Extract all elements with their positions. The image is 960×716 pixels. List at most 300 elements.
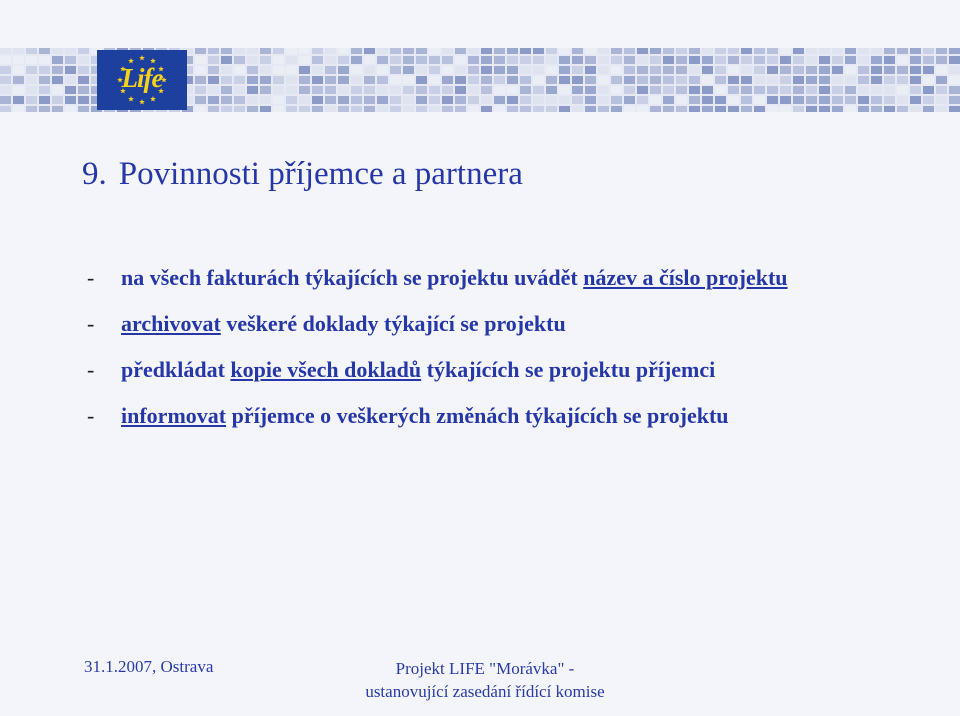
mosaic-tile [507, 106, 518, 112]
mosaic-tile [429, 48, 440, 54]
mosaic-tile [598, 48, 609, 54]
mosaic-tile [793, 66, 804, 74]
mosaic-tile [793, 106, 804, 112]
mosaic-tile [312, 66, 323, 74]
mosaic-tile [208, 66, 219, 74]
mosaic-tile [221, 96, 232, 104]
mosaic-tile [481, 106, 492, 112]
mosaic-tile [897, 106, 908, 112]
mosaic-tile [338, 76, 349, 84]
mosaic-tile [689, 56, 700, 64]
mosaic-tile [832, 48, 843, 54]
mosaic-tile [702, 106, 713, 112]
mosaic-tile [806, 86, 817, 94]
list-item [87, 308, 927, 340]
mosaic-tile [78, 96, 89, 104]
mosaic-tile [806, 96, 817, 104]
mosaic-tile [923, 106, 934, 112]
bullet-underlined-text: kopie všech dokladů [230, 357, 422, 382]
mosaic-tile [858, 96, 869, 104]
mosaic-tile [234, 106, 245, 112]
mosaic-tile [520, 86, 531, 94]
mosaic-tile [39, 96, 50, 104]
mosaic-tile [611, 96, 622, 104]
mosaic-tile [858, 86, 869, 94]
mosaic-tile [546, 56, 557, 64]
mosaic-tile [572, 86, 583, 94]
mosaic-tile [897, 56, 908, 64]
mosaic-tile [312, 96, 323, 104]
mosaic-tile [702, 76, 713, 84]
mosaic-tile [481, 96, 492, 104]
mosaic-tile [715, 86, 726, 94]
mosaic-tile [455, 76, 466, 84]
bullet-underlined-text: archivovat [121, 311, 221, 336]
mosaic-tile [936, 56, 947, 64]
mosaic-tile [559, 76, 570, 84]
mosaic-tile [312, 76, 323, 84]
mosaic-tile [572, 66, 583, 74]
mosaic-tile [78, 48, 89, 54]
mosaic-tile [832, 56, 843, 64]
mosaic-tile [715, 96, 726, 104]
mosaic-tile [325, 86, 336, 94]
mosaic-tile [832, 96, 843, 104]
mosaic-tile [637, 96, 648, 104]
mosaic-tile [559, 106, 570, 112]
mosaic-tile [897, 76, 908, 84]
mosaic-tile [52, 66, 63, 74]
mosaic-tile [611, 48, 622, 54]
mosaic-tile [442, 76, 453, 84]
mosaic-tile [650, 48, 661, 54]
mosaic-tile [533, 66, 544, 74]
mosaic-tile [728, 66, 739, 74]
bullet-underlined-text: informovat [121, 403, 227, 428]
mosaic-tile [793, 86, 804, 94]
mosaic-tile [494, 96, 505, 104]
mosaic-tile [598, 66, 609, 74]
mosaic-tile [533, 86, 544, 94]
mosaic-tile [260, 76, 271, 84]
mosaic-tile [871, 96, 882, 104]
mosaic-tile [13, 106, 24, 112]
mosaic-tile [624, 56, 635, 64]
mosaic-tile [338, 48, 349, 54]
mosaic-tile [663, 48, 674, 54]
mosaic-tile [546, 66, 557, 74]
mosaic-tile [598, 106, 609, 112]
mosaic-tile [923, 48, 934, 54]
bullet-text: na všech fakturách týkajících se projektu uvádět [121, 265, 584, 290]
mosaic-tile [247, 48, 258, 54]
mosaic-tile [507, 56, 518, 64]
mosaic-tile [624, 96, 635, 104]
mosaic-tile [299, 106, 310, 112]
mosaic-tile [273, 66, 284, 74]
mosaic-tile [494, 76, 505, 84]
mosaic-tile [429, 76, 440, 84]
mosaic-tile [377, 48, 388, 54]
mosaic-tile [663, 56, 674, 64]
mosaic-tile [637, 48, 648, 54]
mosaic-tile [234, 86, 245, 94]
mosaic-tile [39, 106, 50, 112]
mosaic-tile [338, 66, 349, 74]
mosaic-tile [13, 48, 24, 54]
mosaic-tile [832, 106, 843, 112]
mosaic-tile [819, 96, 830, 104]
mosaic-tile [689, 86, 700, 94]
mosaic-tile [520, 96, 531, 104]
mosaic-tile [858, 56, 869, 64]
mosaic-tile [26, 56, 37, 64]
mosaic-tile [728, 48, 739, 54]
mosaic-tile [741, 76, 752, 84]
mosaic-tile [260, 106, 271, 112]
mosaic-tile [481, 56, 492, 64]
mosaic-tile [286, 76, 297, 84]
mosaic-tile [494, 86, 505, 94]
mosaic-tile [780, 106, 791, 112]
mosaic-tile [650, 56, 661, 64]
mosaic-tile [806, 48, 817, 54]
mosaic-tile [624, 48, 635, 54]
mosaic-tile [676, 96, 687, 104]
mosaic-tile [897, 96, 908, 104]
mosaic-tile [455, 56, 466, 64]
mosaic-tile [221, 76, 232, 84]
mosaic-tile [260, 56, 271, 64]
mosaic-tile [351, 56, 362, 64]
mosaic-tile [884, 96, 895, 104]
mosaic-tile [338, 96, 349, 104]
mosaic-tile [728, 96, 739, 104]
mosaic-tile [390, 56, 401, 64]
mosaic-tile [338, 86, 349, 94]
mosaic-tile [247, 106, 258, 112]
mosaic-tile [832, 86, 843, 94]
mosaic-tile [390, 106, 401, 112]
bullet-text: příjemce o veškerých změnách týkajících se projektu [226, 403, 729, 428]
mosaic-tile [455, 66, 466, 74]
mosaic-tile [208, 86, 219, 94]
mosaic-tile [247, 76, 258, 84]
mosaic-tile [897, 86, 908, 94]
mosaic-tile [429, 106, 440, 112]
mosaic-tile [234, 48, 245, 54]
mosaic-tile [26, 86, 37, 94]
mosaic-tile [819, 56, 830, 64]
mosaic-tile [299, 86, 310, 94]
mosaic-tile [910, 106, 921, 112]
star-icon [128, 96, 134, 101]
mosaic-tile [39, 86, 50, 94]
mosaic-tile [767, 66, 778, 74]
mosaic-tile [65, 56, 76, 64]
mosaic-tile [468, 56, 479, 64]
mosaic-tile [936, 48, 947, 54]
mosaic-tile [325, 66, 336, 74]
mosaic-tile [260, 86, 271, 94]
mosaic-tile [195, 86, 206, 94]
footer-project-line: ustanovující zasedání řídící komise [365, 682, 605, 701]
mosaic-tile [650, 66, 661, 74]
mosaic-tile [663, 96, 674, 104]
mosaic-tile [325, 56, 336, 64]
mosaic-tile [468, 48, 479, 54]
mosaic-tile [377, 86, 388, 94]
mosaic-tile [858, 76, 869, 84]
mosaic-tile [247, 66, 258, 74]
mosaic-tile [702, 56, 713, 64]
mosaic-tile [910, 76, 921, 84]
mosaic-tile [208, 48, 219, 54]
mosaic-tile [806, 106, 817, 112]
mosaic-tile [819, 106, 830, 112]
mosaic-tile [286, 48, 297, 54]
mosaic-tile [312, 106, 323, 112]
mosaic-tile [624, 76, 635, 84]
mosaic-tile [715, 76, 726, 84]
mosaic-tile [598, 56, 609, 64]
mosaic-tile [728, 86, 739, 94]
mosaic-tile [533, 76, 544, 84]
mosaic-tile [845, 76, 856, 84]
mosaic-tile [780, 76, 791, 84]
mosaic-tile [364, 66, 375, 74]
mosaic-tile [572, 48, 583, 54]
mosaic-tile [468, 76, 479, 84]
mosaic-tile [208, 76, 219, 84]
mosaic-tile [403, 76, 414, 84]
mosaic-tile [806, 76, 817, 84]
mosaic-tile [507, 96, 518, 104]
mosaic-tile [273, 86, 284, 94]
mosaic-tile [390, 96, 401, 104]
mosaic-tile [676, 56, 687, 64]
mosaic-tile [572, 96, 583, 104]
mosaic-tile [26, 76, 37, 84]
mosaic-tile [403, 48, 414, 54]
mosaic-tile [364, 86, 375, 94]
mosaic-tile [728, 76, 739, 84]
mosaic-tile [767, 106, 778, 112]
mosaic-tile [585, 66, 596, 74]
mosaic-tile [13, 76, 24, 84]
bullet-text: veškeré doklady týkající se projektu [220, 311, 566, 336]
mosaic-tile [65, 86, 76, 94]
mosaic-tile [442, 106, 453, 112]
mosaic-tile [364, 48, 375, 54]
mosaic-tile [507, 48, 518, 54]
mosaic-tile [611, 76, 622, 84]
mosaic-tile [897, 66, 908, 74]
mosaic-tile [286, 66, 297, 74]
mosaic-tile [611, 66, 622, 74]
mosaic-tile [13, 56, 24, 64]
mosaic-tile [65, 106, 76, 112]
mosaic-tile [754, 96, 765, 104]
mosaic-tile [52, 96, 63, 104]
mosaic-tile [52, 106, 63, 112]
mosaic-tile [741, 66, 752, 74]
mosaic-tile [767, 86, 778, 94]
mosaic-tile [546, 86, 557, 94]
mosaic-tile [26, 48, 37, 54]
mosaic-tile [338, 106, 349, 112]
mosaic-tile [611, 86, 622, 94]
mosaic-tile [338, 56, 349, 64]
mosaic-tile [754, 48, 765, 54]
mosaic-tile [585, 96, 596, 104]
mosaic-tile [689, 106, 700, 112]
mosaic-tile [598, 86, 609, 94]
mosaic-tile [780, 56, 791, 64]
mosaic-tile [260, 66, 271, 74]
mosaic-tile [793, 76, 804, 84]
footer-date-place: 31.1.2007, Ostrava [84, 657, 214, 676]
bullet-dash: - [87, 357, 95, 382]
mosaic-tile [351, 106, 362, 112]
mosaic-tile [52, 48, 63, 54]
mosaic-tile [663, 66, 674, 74]
mosaic-tile [793, 48, 804, 54]
mosaic-tile [910, 96, 921, 104]
mosaic-tile [468, 86, 479, 94]
mosaic-tile [286, 96, 297, 104]
mosaic-tile [780, 66, 791, 74]
mosaic-tile [936, 96, 947, 104]
mosaic-tile [910, 86, 921, 94]
mosaic-tile [650, 76, 661, 84]
mosaic-tile [702, 96, 713, 104]
mosaic-tile [819, 66, 830, 74]
mosaic-tile [0, 86, 11, 94]
mosaic-tile [910, 56, 921, 64]
mosaic-tile [845, 48, 856, 54]
mosaic-tile [377, 106, 388, 112]
mosaic-tile [325, 96, 336, 104]
mosaic-tile [936, 106, 947, 112]
mosaic-tile [715, 48, 726, 54]
mosaic-tile [403, 56, 414, 64]
mosaic-tile [429, 86, 440, 94]
mosaic-tile [208, 96, 219, 104]
mosaic-tile [637, 106, 648, 112]
mosaic-tile [832, 76, 843, 84]
mosaic-tile [689, 66, 700, 74]
mosaic-tile [403, 86, 414, 94]
mosaic-tile [429, 96, 440, 104]
mosaic-tile [637, 56, 648, 64]
mosaic-tile [858, 48, 869, 54]
mosaic-tile [845, 56, 856, 64]
mosaic-tile [741, 48, 752, 54]
mosaic-tile [351, 96, 362, 104]
mosaic-tile [0, 96, 11, 104]
mosaic-tile [949, 86, 960, 94]
mosaic-tile [533, 106, 544, 112]
star-icon [150, 96, 156, 101]
mosaic-tile [858, 106, 869, 112]
mosaic-tile [195, 106, 206, 112]
bullet-underlined-text: název a číslo projektu [583, 265, 788, 290]
mosaic-tile [390, 76, 401, 84]
mosaic-tile [39, 66, 50, 74]
mosaic-tile [455, 48, 466, 54]
mosaic-tile [273, 56, 284, 64]
mosaic-tile [442, 48, 453, 54]
mosaic-tile [507, 66, 518, 74]
mosaic-tile [585, 86, 596, 94]
mosaic-tile [559, 66, 570, 74]
mosaic-tile [299, 48, 310, 54]
mosaic-tile [39, 56, 50, 64]
mosaic-tile [884, 76, 895, 84]
mosaic-tile [936, 66, 947, 74]
mosaic-tile [793, 96, 804, 104]
mosaic-tile [325, 106, 336, 112]
mosaic-tile [377, 56, 388, 64]
mosaic-tile [871, 66, 882, 74]
mosaic-tile [663, 76, 674, 84]
mosaic-tile [533, 56, 544, 64]
mosaic-tile [390, 86, 401, 94]
bullet-text: předkládat [121, 357, 231, 382]
mosaic-tile [286, 106, 297, 112]
mosaic-tile [481, 76, 492, 84]
mosaic-tile [377, 66, 388, 74]
mosaic-tile [767, 76, 778, 84]
bullet-dash: - [87, 265, 95, 290]
mosaic-tile [754, 66, 765, 74]
mosaic-tile [221, 56, 232, 64]
bullet-dash: - [87, 311, 95, 336]
mosaic-tile [650, 96, 661, 104]
mosaic-tile [13, 66, 24, 74]
mosaic-tile [923, 66, 934, 74]
mosaic-tile [390, 48, 401, 54]
mosaic-tile [65, 48, 76, 54]
mosaic-tile [949, 106, 960, 112]
mosaic-tile [442, 56, 453, 64]
mosaic-tile [0, 66, 11, 74]
mosaic-tile [871, 76, 882, 84]
mosaic-tile [702, 86, 713, 94]
mosaic-tile [572, 76, 583, 84]
mosaic-tile [247, 56, 258, 64]
mosaic-tile [572, 56, 583, 64]
bullet-text: týkajících se projektu příjemci [421, 357, 716, 382]
mosaic-tile [819, 48, 830, 54]
mosaic-tile [715, 106, 726, 112]
mosaic-tile [429, 56, 440, 64]
mosaic-tile [65, 76, 76, 84]
mosaic-tile [559, 96, 570, 104]
mosaic-tile [481, 86, 492, 94]
mosaic-tile [546, 48, 557, 54]
mosaic-tile [390, 66, 401, 74]
mosaic-tile [221, 66, 232, 74]
mosaic-tile [494, 48, 505, 54]
mosaic-tile [767, 96, 778, 104]
mosaic-tile [663, 106, 674, 112]
title-text: Povinnosti příjemce a partnera [118, 156, 523, 192]
mosaic-tile [0, 106, 11, 112]
mosaic-tile [676, 106, 687, 112]
mosaic-tile [546, 96, 557, 104]
